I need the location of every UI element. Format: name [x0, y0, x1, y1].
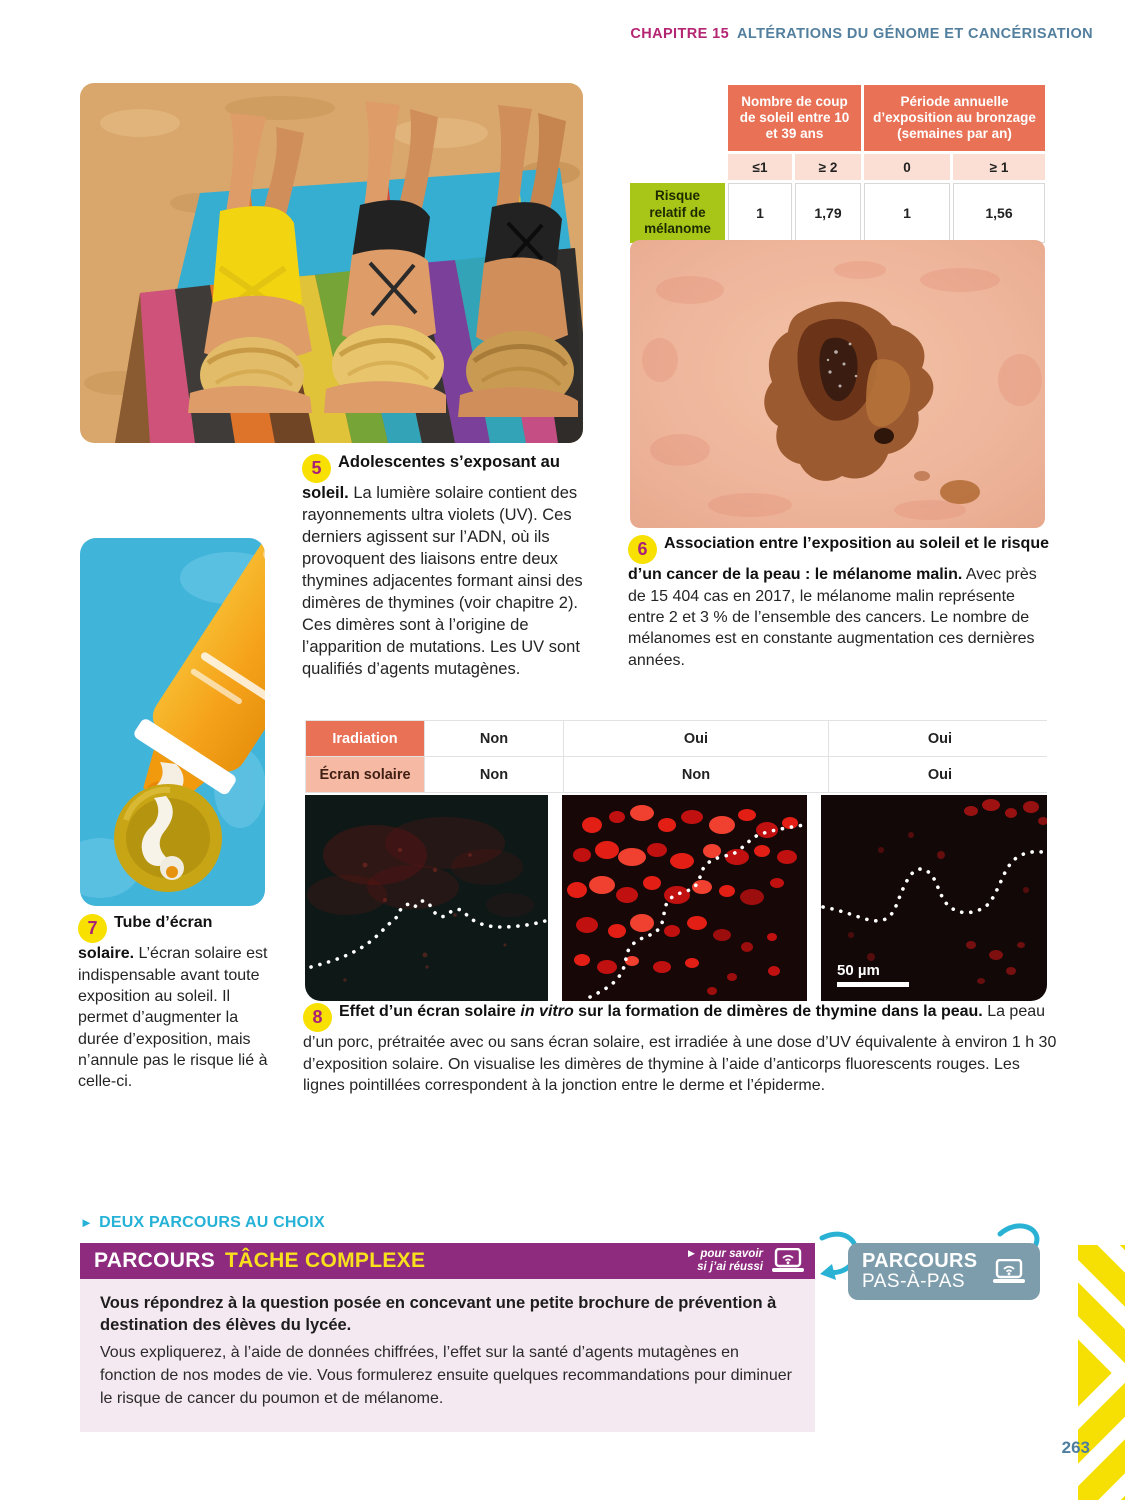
parcours-task-statement: Vous répondrez à la question posée en concevant une petite brochure de prévention à destination des élèves du lycée.	[100, 1294, 777, 1335]
parcours-tache-complexe-banner	[80, 1243, 815, 1279]
pour-savoir-link	[686, 1248, 763, 1274]
figure6-number-badge: 6	[628, 535, 657, 564]
page-number: 263	[1061, 1438, 1090, 1457]
melanoma-photo-illustration	[630, 240, 1045, 528]
risk-table-group2-header: Période annuelle d’exposition au bronzage (semaines par an)	[864, 85, 1045, 151]
parcours-kicker	[80, 1214, 325, 1232]
figure5-number-badge: 5	[302, 454, 331, 483]
fluorescence-no-uv-illustration	[305, 795, 548, 1001]
figure5-title: Adolescentes s’exposant au soleil.	[302, 453, 560, 503]
figure6-body: Avec près de 15 404 cas en 2017, le mélanome malin représente entre 2 et 3 % de l’ensemble des cancers. Le nombre de mélanomes est en constante augmentation ces dernières années.	[628, 566, 1037, 669]
risk-table-corner	[630, 154, 725, 180]
fluorescence-image-uv-sunscreen	[821, 795, 1047, 1001]
risk-table-row-label: Risque relatif de mélanome	[630, 183, 725, 243]
risk-table-subcol: 0	[864, 154, 950, 180]
scale-bar-line	[837, 982, 909, 987]
figure7-title: Tube d’écran solaire.	[78, 914, 213, 963]
risk-table-corner	[630, 85, 725, 151]
risk-table-subcol: ≥ 2	[795, 154, 861, 180]
figure6-caption	[628, 533, 1050, 671]
risk-table-subcol: ≤1	[728, 154, 792, 180]
irradiation-value: Oui	[829, 721, 1051, 756]
irradiation-row-label: Iradiation	[306, 721, 424, 756]
scale-bar-label: 50 µm	[837, 962, 880, 979]
parcours-body-panel	[80, 1279, 815, 1432]
risk-table-value: 1	[728, 183, 792, 243]
laptop-wifi-icon	[992, 1259, 1026, 1285]
fluorescence-image-uv-no-sunscreen	[562, 795, 807, 1001]
sunscreen-value: Non	[425, 757, 563, 792]
figure8-title-italic: in vitro	[520, 1003, 574, 1020]
irradiation-value: Oui	[564, 721, 828, 756]
parcours-label: PARCOURS	[94, 1249, 216, 1272]
figure8-title-end: sur la formation de dimères de thymine dans la peau.	[573, 1003, 983, 1020]
sunscreen-value: Non	[564, 757, 828, 792]
figure7-body: L’écran solaire est indispensable avant toute exposition au soleil. Il permet d’augmenter la durée d’exposition, mais n’annule pas le risque lié à celle-ci.	[78, 945, 268, 1091]
melanoma-photo	[630, 240, 1045, 528]
pour-savoir-line1: ► pour savoir	[685, 1247, 763, 1260]
sunscreen-tube-photo	[80, 538, 265, 906]
fluorescence-uv-illustration	[562, 795, 807, 1001]
figure7-caption	[78, 912, 272, 1092]
sunscreen-experiment-figure	[305, 720, 1047, 1001]
laptop-wifi-icon	[771, 1248, 805, 1274]
tache-complexe-label: TÂCHE COMPLEXE	[225, 1249, 426, 1272]
figure5-caption	[302, 452, 588, 681]
scale-bar	[837, 962, 909, 987]
beach-photo	[80, 83, 583, 443]
chapter-label: CHAPITRE 15	[630, 26, 730, 42]
triangle-bullet-icon: ►	[80, 1215, 94, 1230]
figure8-body: La peau d’un porc, prétraitée avec ou sans écran solaire, est irradiée à une dose d’UV équivalente à environ 1 h 30 d’exposition solaire. On visualise les dimères de thymine à l’aide d’anticorps fluorescents rouges. Les lignes pointillées correspondent à la jonction entre le derme et l’épiderme.	[303, 1003, 1057, 1094]
parcours-kicker-label: DEUX PARCOURS AU CHOIX	[99, 1214, 325, 1231]
beach-photo-illustration	[80, 83, 583, 443]
fluorescence-image-no-uv	[305, 795, 548, 1001]
irradiation-value: Non	[425, 721, 563, 756]
figure5-body: La lumière solaire contient des rayonnements ultra violets (UV). Ces derniers agissent sur l’ADN, où ils provoquent des liaisons entre deux thymines adjacentes formant ainsi des dimères de thymines (voir chapitre 2). Ces dimères sont à l’origine de l’apparition de mutations. Les UV sont qualifiés d’agents mutagènes.	[302, 484, 583, 678]
figure8-number-badge: 8	[303, 1003, 332, 1032]
figure7-number-badge: 7	[78, 914, 107, 943]
figure8-caption	[303, 1001, 1063, 1096]
margin-hazard-stripes	[1078, 1245, 1125, 1373]
risk-table-group1-header: Nombre de coup de soleil entre 10 et 39 ans	[728, 85, 861, 151]
pas-parcours-label: PARCOURS	[862, 1250, 978, 1273]
page-header	[630, 26, 1093, 42]
margin-hazard-stripes	[1078, 1373, 1125, 1500]
experiment-conditions-table	[305, 720, 1047, 793]
parcours-pas-a-pas-box	[848, 1243, 1040, 1300]
risk-table-subcol: ≥ 1	[953, 154, 1045, 180]
parcours-task-details: Vous expliquerez, à l’aide de données chiffrées, l’effet sur la santé d’agents mutagènes en fonction de nos modes de vie. Vous formulerez ensuite quelques recommandations pour diminuer le risque de cancer du poumon et de mélanome.	[100, 1343, 792, 1407]
chapter-title: ALTÉRATIONS DU GÉNOME ET CANCÉRISATION	[737, 26, 1093, 42]
risk-table-value: 1	[864, 183, 950, 243]
fluorescence-images-row	[305, 795, 1047, 1001]
risk-table-value: 1,56	[953, 183, 1045, 243]
figure8-title: Effet d’un écran solaire	[339, 1003, 521, 1020]
pas-a-pas-label: PAS-À-PAS	[862, 1271, 966, 1293]
risk-table-value: 1,79	[795, 183, 861, 243]
sunscreen-photo-illustration	[80, 538, 265, 906]
melanoma-risk-table	[630, 85, 1045, 243]
sunscreen-row-label: Écran solaire	[306, 757, 424, 792]
sunscreen-value: Oui	[829, 757, 1051, 792]
figure6-title: Association entre l’exposition au soleil et le risque d’un cancer de la peau : le mélanome malin.	[628, 535, 1049, 584]
pour-savoir-line2: si j’ai réussi	[697, 1261, 763, 1273]
